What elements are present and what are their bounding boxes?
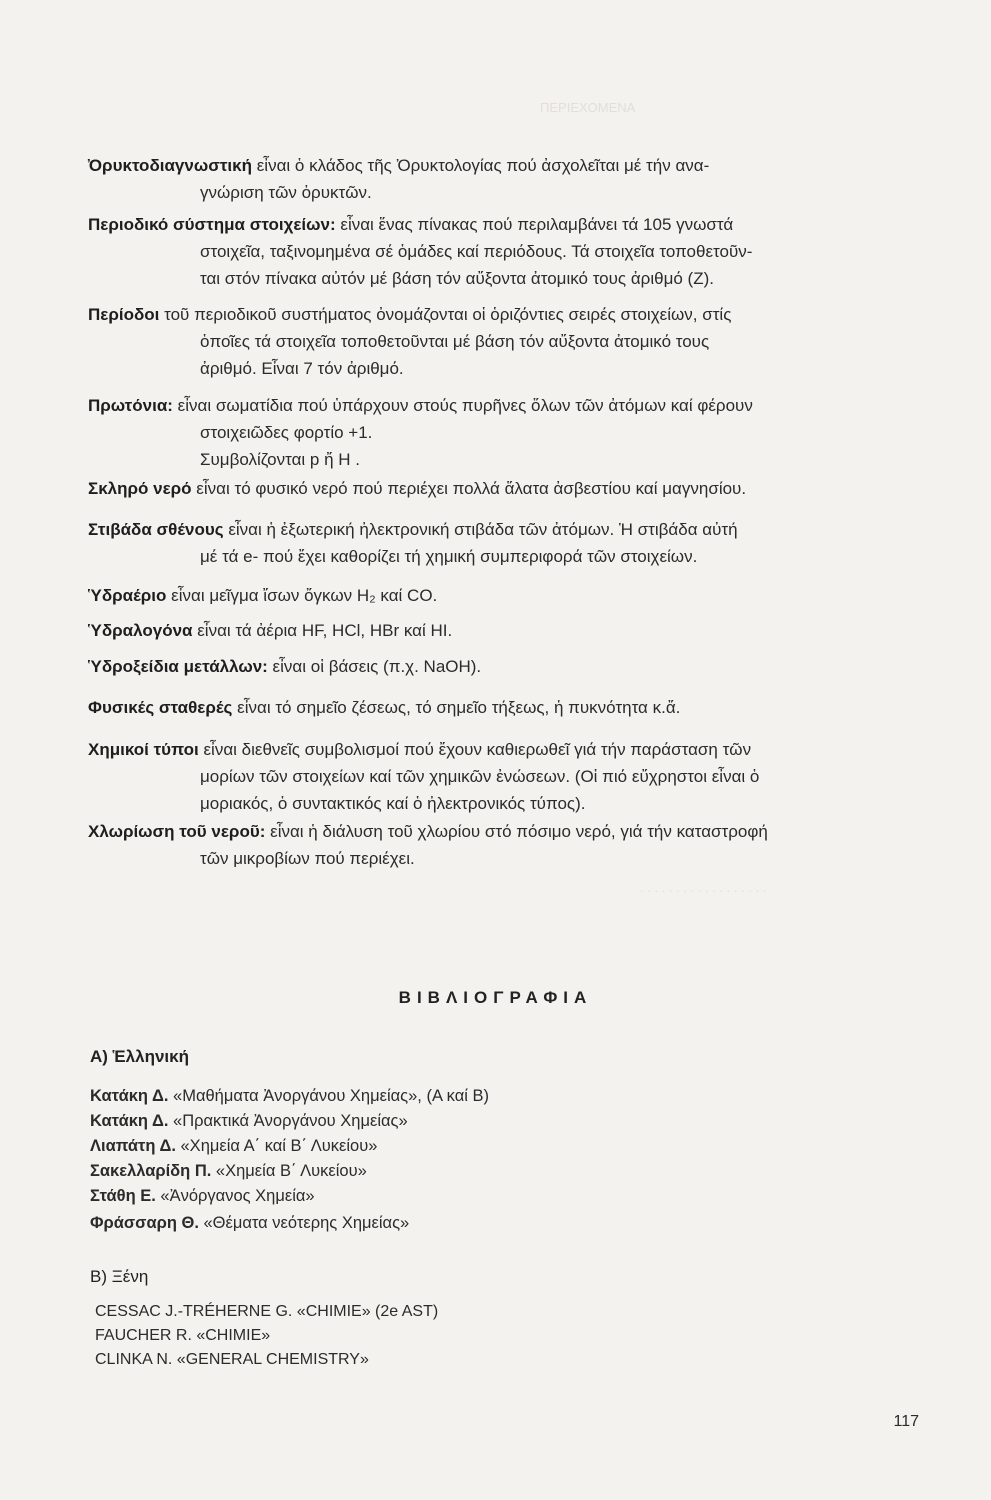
glossary-definition: τοῦ περιοδικοῦ συστήματος ὀνομάζονται οἱ ὁριζόντιες σειρές στοιχείων, στίς — [159, 305, 732, 324]
bibliography-title: «Ἀνόργανος Χημεία» — [155, 1187, 315, 1205]
glossary-definition: εἶναι οἱ βάσεις (π.χ. NaOH). — [267, 657, 482, 676]
greek-bibliography-label: Α) Ἑλληνική — [90, 1047, 189, 1066]
glossary-definition-line: γνώριση τῶν ὀρυκτῶν. — [200, 183, 372, 202]
bibliography-title: «Πρακτικά Ἀνοργάνου Χημείας» — [168, 1112, 408, 1130]
bibliography-author: Φράσσαρη Θ. — [90, 1214, 199, 1232]
glossary-entry — [88, 392, 888, 473]
bibliography-item — [90, 1212, 409, 1235]
glossary-definition-line: ὁποῖες τά στοιχεῖα τοποθετοῦνται μέ βάση τόν αὔξοντα ἀτομικό τους — [200, 332, 710, 351]
bibliography-title: «Θέματα νεότερης Χημείας» — [198, 1214, 410, 1232]
glossary-entry — [88, 736, 888, 817]
glossary-definition-line: μοριακός, ὁ συντακτικός καί ὁ ἠλεκτρονικός τύπος). — [200, 794, 586, 813]
glossary-entry-first-line — [88, 653, 888, 680]
glossary-definition-line: στοιχεῖα, ταξινομημένα σέ ὁμάδες καί περιόδους. Τά στοιχεῖα τοποθετοῦν- — [200, 242, 753, 261]
glossary-definition-line: στοιχειῶδες φορτίο +1. — [200, 423, 373, 442]
glossary-term: Χλωρίωση τοῦ νεροῦ: — [88, 822, 266, 841]
glossary-definition: εἶναι ἡ διάλυση τοῦ χλωρίου στό πόσιμο νερό, γιά τήν καταστροφή — [265, 822, 768, 841]
glossary-entry — [88, 516, 888, 570]
glossary-entry — [88, 653, 888, 680]
glossary-definition: εἶναι ὁ κλάδος τῆς Ὀρυκτολογίας πού ἀσχολεῖται μέ τήν ανα- — [252, 156, 710, 175]
bibliography-author: Σακελλαρίδη Π. — [90, 1162, 212, 1180]
glossary-term: Ὑδραλογόνα — [88, 621, 193, 640]
glossary-term: Πρωτόνια: — [88, 396, 173, 415]
page-number: 117 — [893, 1413, 919, 1430]
glossary-entry-first-line — [88, 617, 888, 644]
glossary-definition-line: τῶν μικροβίων πού περιέχει. — [200, 849, 415, 868]
glossary-entry — [88, 152, 888, 206]
glossary-entry — [88, 694, 888, 721]
glossary-definition: εἶναι μεῖγμα ἴσων ὄγκων H₂ καί CO. — [166, 586, 438, 605]
show-through-text: ΠΕΡΙΕΧΟΜΕΝΑ — [540, 100, 636, 115]
bibliography-author: Κατάκη Δ. — [90, 1087, 169, 1105]
glossary-term: Χημικοί τύποι — [88, 740, 199, 759]
show-through-text: . . . . . . . . . . . . . . . . . . — [640, 880, 767, 895]
glossary-entry-first-line — [88, 392, 888, 419]
foreign-bibliography-label: Β) Ξένη — [90, 1267, 149, 1286]
glossary-definition: εἶναι τά ἀέρια HF, HCl, HBr καί HI. — [192, 621, 453, 640]
glossary-entry — [88, 818, 888, 872]
glossary-term: Περίοδοι — [88, 305, 160, 324]
glossary-definition: εἶναι ἕνας πίνακας πού περιλαμβάνει τά 105 γνωστά — [335, 215, 734, 234]
glossary-entry — [88, 582, 888, 609]
glossary-definition: εἶναι ἡ ἐξωτερική ἠλεκτρονική στιβάδα τῶν ἀτόμων. Ἡ στιβάδα αὐτή — [223, 520, 738, 539]
glossary-definition: εἶναι τό φυσικό νερό πού περιέχει πολλά ἅλατα ἀσβεστίου καί μαγνησίου. — [191, 479, 747, 498]
glossary-term: Ὀρυκτοδιαγνωστική — [88, 156, 252, 175]
glossary-entry — [88, 211, 888, 292]
bibliography-item — [90, 1160, 367, 1183]
glossary-entry-first-line — [88, 301, 888, 328]
glossary-entry-first-line — [88, 211, 888, 238]
glossary-entry-first-line — [88, 152, 888, 179]
glossary-definition-line: ἀριθμό. Εἶναι 7 τόν ἀριθμό. — [200, 359, 404, 378]
glossary-entry — [88, 301, 888, 382]
foreign-bibliography-item: CESSAC J.-TRÉHERNE G. «CHIMIE» (2e AST) — [95, 1303, 439, 1320]
bibliography-heading: ΒΙΒΛΙΟΓΡΑΦΙΑ — [398, 988, 593, 1007]
glossary-term: Περιοδικό σύστημα στοιχείων: — [88, 215, 336, 234]
glossary-definition: εἶναι σωματίδια πού ὑπάρχουν στούς πυρῆνες ὅλων τῶν ἀτόμων καί φέρουν — [172, 396, 753, 415]
bibliography-author: Στάθη Ε. — [90, 1187, 156, 1205]
bibliography-item — [90, 1085, 489, 1108]
foreign-bibliography-item: CLINKA N. «GENERAL CHEMISTRY» — [95, 1351, 369, 1368]
glossary-entry-first-line — [88, 582, 888, 609]
glossary-term: Ὑδραέριο — [88, 586, 167, 605]
glossary-term: Σκληρό νερό — [88, 479, 192, 498]
glossary-entry-first-line — [88, 694, 888, 721]
foreign-bibliography-item: FAUCHER R. «CHIMIE» — [95, 1327, 271, 1344]
bibliography-title: «Μαθήματα Ἀνοργάνου Χημείας», (Α καί Β) — [168, 1087, 489, 1105]
glossary-entry-first-line — [88, 475, 888, 502]
bibliography-item — [90, 1135, 377, 1158]
glossary-definition: εἶναι διεθνεῖς συμβολισμοί πού ἔχουν καθιερωθεῖ γιά τήν παράσταση τῶν — [198, 740, 752, 759]
glossary-entry-first-line — [88, 818, 888, 845]
glossary-definition-line: ται στόν πίνακα αὐτόν μέ βάση τόν αὔξοντα ἀτομικό τους ἀριθμό (Ζ). — [200, 269, 714, 288]
bibliography-author: Κατάκη Δ. — [90, 1112, 169, 1130]
glossary-term: Φυσικές σταθερές — [88, 698, 233, 717]
glossary-definition-line: μέ τά e- πού ἔχει καθορίζει τή χημική συμπεριφορά τῶν στοιχείων. — [200, 547, 698, 566]
glossary-entry — [88, 475, 888, 502]
bibliography-item — [90, 1110, 408, 1133]
bibliography-author: Λιαπάτη Δ. — [90, 1137, 176, 1155]
bibliography-item — [90, 1185, 315, 1208]
bibliography-title: «Χημεία Β΄ Λυκείου» — [211, 1162, 367, 1180]
glossary-definition: εἶναι τό σημεῖο ζέσεως, τό σημεῖο τήξεως, ἡ πυκνότητα κ.ἄ. — [232, 698, 681, 717]
glossary-definition-line: μορίων τῶν στοιχείων καί τῶν χημικῶν ἐνώσεων. (Οἱ πιό εὔχρηστοι εἶναι ὁ — [200, 767, 760, 786]
bibliography-title: «Χημεία Α΄ καί Β΄ Λυκείου» — [175, 1137, 378, 1155]
glossary-definition-line: Συμβολίζονται p ἤ Η . — [200, 450, 360, 469]
glossary-term: Ὑδροξείδια μετάλλων: — [88, 657, 268, 676]
glossary-entry-first-line — [88, 516, 888, 543]
glossary-entry-first-line — [88, 736, 888, 763]
glossary-term: Στιβάδα σθένους — [88, 520, 224, 539]
glossary-entry — [88, 617, 888, 644]
